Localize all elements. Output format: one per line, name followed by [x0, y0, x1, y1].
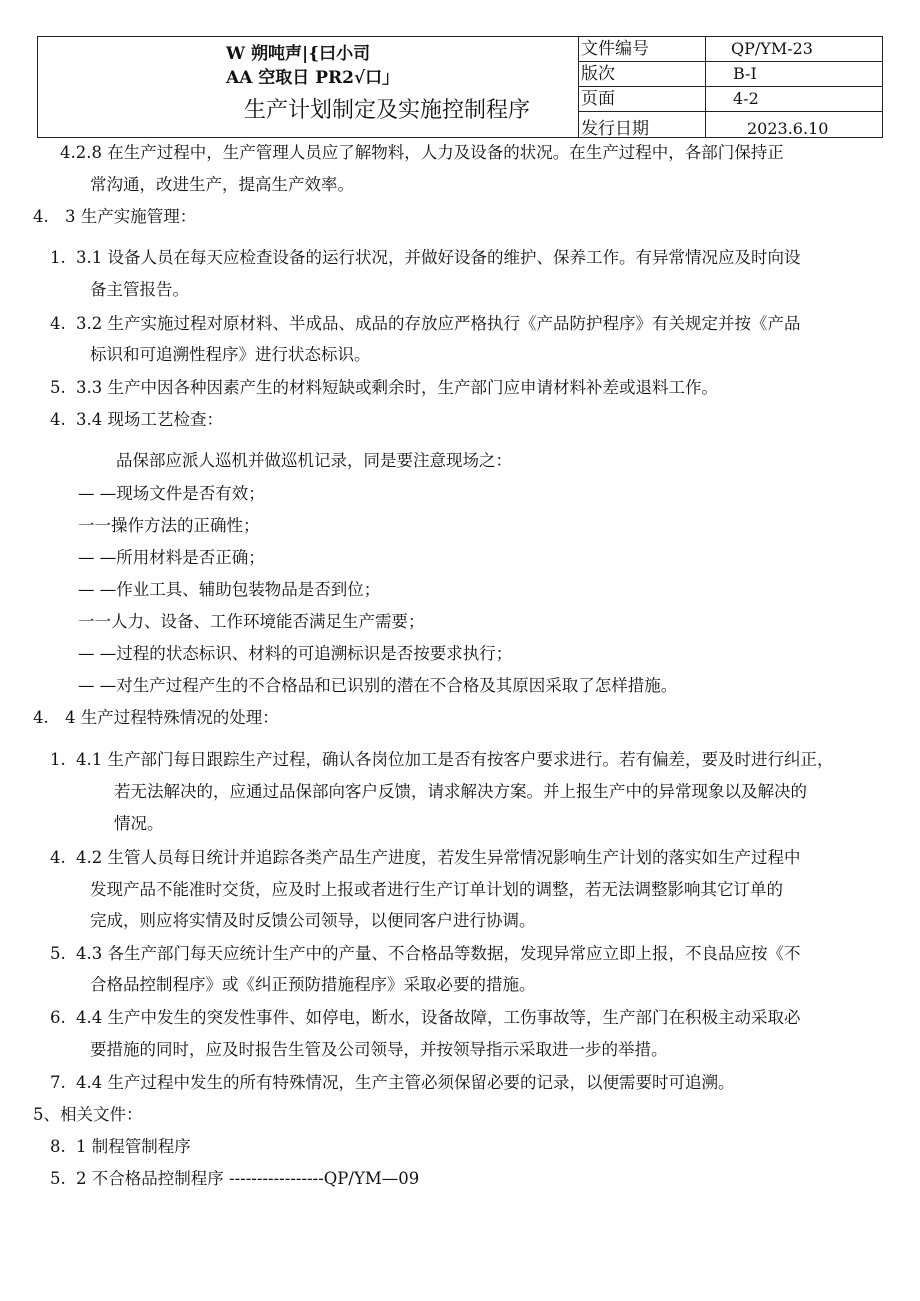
paragraph-line: 4.2.8 在生产过程中，生产管理人员应了解物料，人力及设备的状况。在生产过程中，各部门保持正 — [60, 143, 784, 162]
list-number: 4. — [50, 410, 66, 429]
list-number: 5. — [50, 1169, 66, 1188]
document-title: 生产计划制定及实施控制程序 — [244, 98, 531, 123]
list-item-continuation: 情况。 — [114, 814, 164, 833]
company-logo-line-2: AA 空取日 PR2√口」 — [226, 68, 400, 88]
item-text: 2 不合格品控制程序 -----------------QP/YM—09 — [76, 1169, 420, 1188]
meta-row-revision — [579, 62, 882, 87]
list-item — [50, 378, 718, 398]
item-text: 1 制程管制程序 — [76, 1137, 191, 1156]
list-number: 4. — [50, 314, 66, 333]
meta-value: B-I — [733, 64, 757, 83]
list-number: 6. — [50, 1008, 66, 1027]
paragraph-line: 常沟通，改进生产，提高生产效率。 — [90, 175, 354, 194]
list-item — [50, 848, 801, 868]
item-text: 4.3 各生产部门每天应统计生产中的产量、不合格品等数据，发现异常应立即上报，不良品应按《不 — [76, 944, 801, 963]
meta-value: 4-2 — [733, 89, 759, 108]
section-heading — [33, 708, 279, 728]
list-item-continuation: 备主管报告。 — [90, 280, 189, 299]
meta-label: 页面 — [579, 87, 706, 111]
meta-label: 版次 — [579, 62, 706, 86]
list-item — [50, 944, 801, 964]
list-item — [50, 1073, 735, 1093]
list-item — [50, 248, 801, 268]
item-text: 3.1 设备人员在每天应检查设备的运行状况，并做好设备的维护、保养工作。有异常情况应及时向设 — [76, 248, 801, 267]
checklist-item: — —现场文件是否有效； — [78, 484, 265, 503]
list-number: 4. — [33, 708, 49, 727]
list-number: 1. — [50, 248, 66, 267]
item-text: 3.2 生产实施过程对原材料、半成品、成品的存放应严格执行《产品防护程序》有关规定并按《产品 — [76, 314, 801, 333]
list-number: 8. — [50, 1137, 66, 1156]
meta-row-doc-number — [579, 37, 882, 62]
checklist-item: — —过程的状态标识、材料的可追溯标识是否按要求执行； — [78, 644, 513, 663]
checklist-item: — —作业工具、辅助包装物品是否到位； — [78, 580, 381, 599]
reference-item — [50, 1169, 419, 1189]
item-text: 3.3 生产中因各种因素产生的材料短缺或剩余时，生产部门应申请材料补差或退料工作。 — [76, 378, 718, 397]
heading-text: 4 生产过程特殊情况的处理： — [65, 708, 279, 727]
section-heading: 5、相关文件： — [33, 1105, 143, 1124]
meta-label: 发行日期 — [579, 112, 706, 137]
heading-text: 3 生产实施管理： — [65, 207, 197, 226]
section-heading — [33, 207, 196, 227]
meta-row-issue-date — [579, 112, 882, 137]
item-text: 4.4 生产过程中发生的所有特殊情况，生产主管必须保留必要的记录，以便需要时可追溯。 — [76, 1073, 735, 1092]
reference-item — [50, 1137, 191, 1157]
item-text: 4.1 生产部门每日跟踪生产过程，确认各岗位加工是否有按客户要求进行。若有偏差，要及时进行纠正， — [76, 750, 834, 769]
list-item — [50, 1008, 801, 1028]
checklist-item: — —对生产过程产生的不合格品和已识别的潜在不合格及其原因采取了怎样措施。 — [78, 676, 678, 695]
list-number: 4. — [50, 848, 66, 867]
list-item-continuation: 要措施的同时，应及时报告生管及公司领导，并按领导指示采取进一步的举措。 — [90, 1040, 668, 1059]
list-item-continuation: 完成，则应将实情及时反馈公司领导，以便同客户进行协调。 — [90, 911, 536, 930]
list-item — [50, 410, 223, 430]
list-item — [50, 314, 801, 334]
list-item-continuation: 合格品控制程序》或《纠正预防措施程序》采取必要的措施。 — [90, 975, 536, 994]
list-item-continuation: 若无法解决的，应通过品保部向客户反馈，请求解决方案。并上报生产中的异常现象以及解决的 — [114, 782, 807, 801]
item-text: 4.4 生产中发生的突发性事件、如停电，断水，设备故障，工伤事故等，生产部门在积极主动采取必 — [76, 1008, 801, 1027]
meta-label: 文件编号 — [579, 37, 706, 61]
list-number: 5. — [50, 944, 66, 963]
checklist-item: — —所用材料是否正确； — [78, 548, 265, 567]
list-item-continuation: 标识和可追溯性程序》进行状态标识。 — [90, 345, 371, 364]
meta-value: 2023.6.10 — [747, 119, 829, 138]
company-logo-line-1: W 朔吨声|{曰小司 — [226, 44, 371, 64]
patrol-intro: 品保部应派人巡机并做巡机记录，同是要注意现场之： — [116, 451, 512, 470]
checklist-item: 一一人力、设备、工作环境能否满足生产需要； — [78, 612, 425, 631]
meta-value: QP/YM-23 — [731, 39, 813, 58]
checklist-item: 一一操作方法的正确性； — [78, 516, 260, 535]
list-number: 7. — [50, 1073, 66, 1092]
item-text: 3.4 现场工艺检查： — [76, 410, 223, 429]
header-title-cell — [38, 37, 579, 137]
list-item — [50, 750, 834, 770]
list-number: 4. — [33, 207, 49, 226]
list-item-continuation: 发现产品不能准时交货，应及时上报或者进行生产订单计划的调整，若无法调整影响其它订单的 — [90, 880, 783, 899]
list-number: 5. — [50, 378, 66, 397]
item-text: 4.2 生管人员每日统计并追踪各类产品生产进度，若发生异常情况影响生产计划的落实如生产过程中 — [76, 848, 801, 867]
document-header — [37, 36, 883, 138]
list-number: 1. — [50, 750, 66, 769]
meta-row-page — [579, 87, 882, 112]
